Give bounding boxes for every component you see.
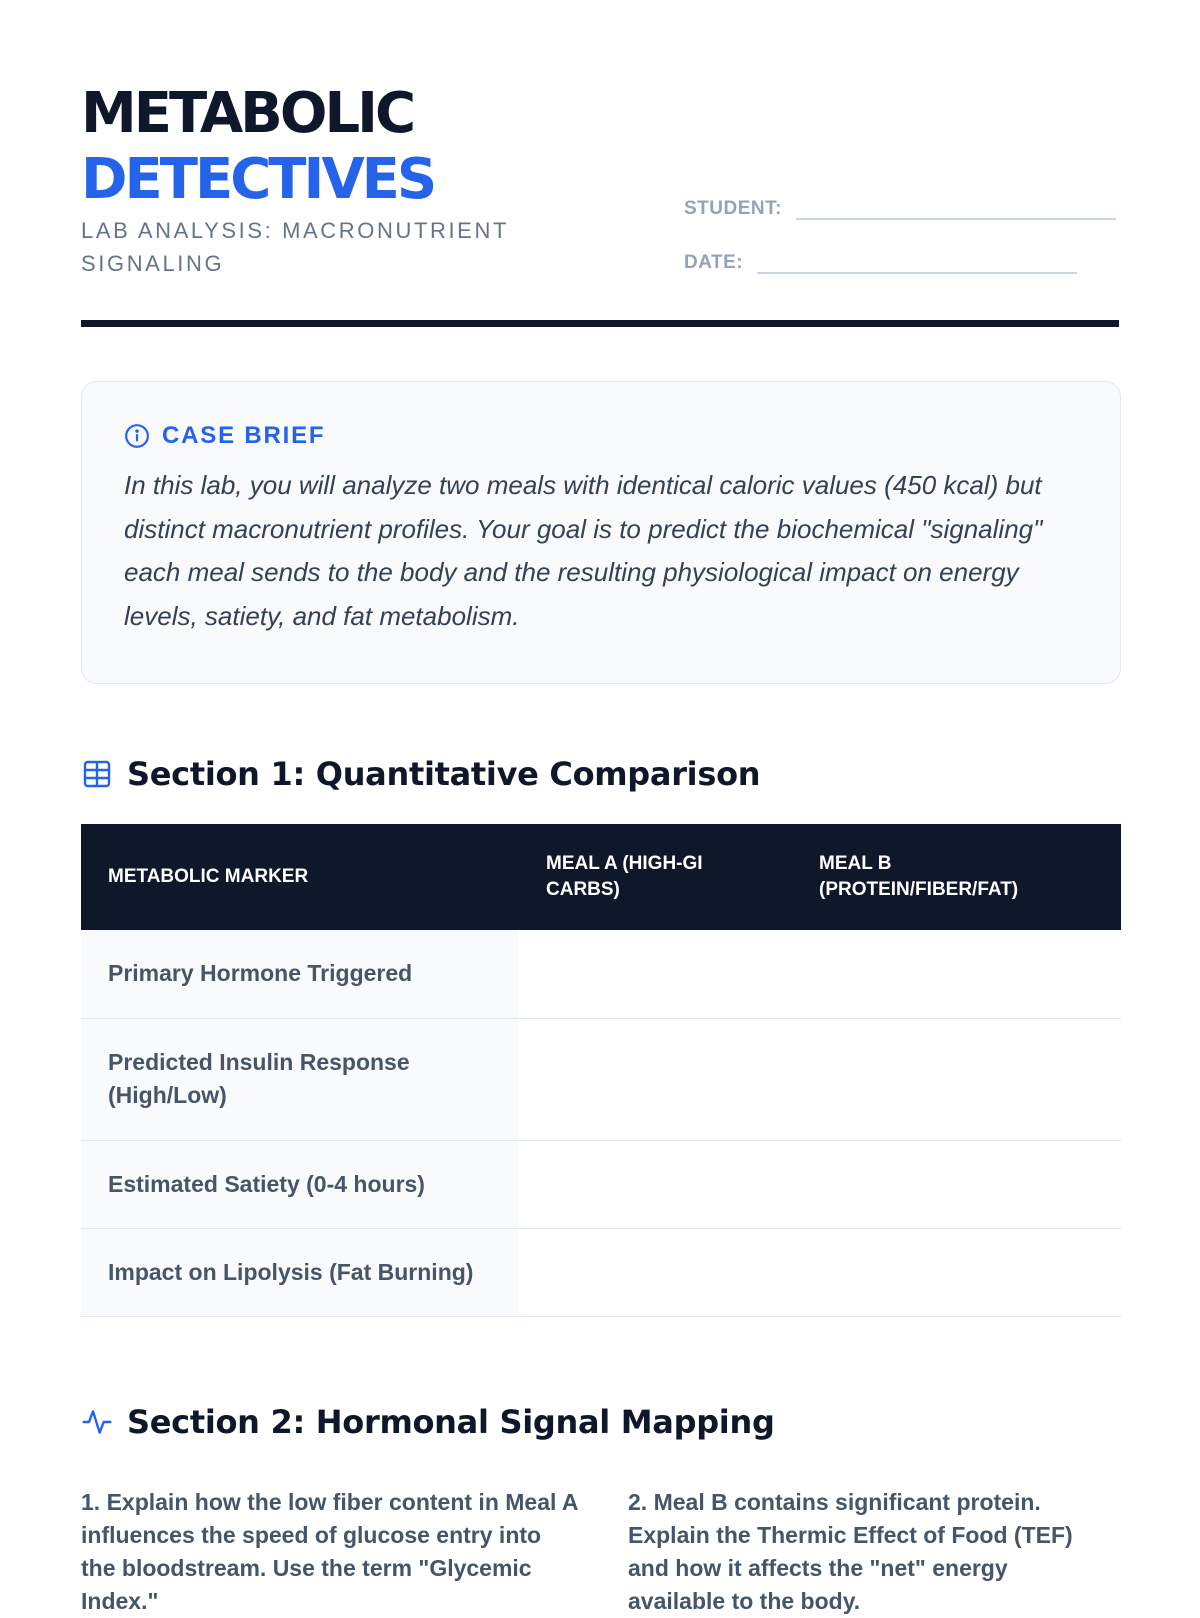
question-1: 1. Explain how the low fiber content in Meal A influences the speed of glucose entry into the bloodstream. Use the term "Glycemic Index.": [81, 1489, 578, 1614]
table-row: [81, 930, 1121, 1018]
marker-cell: Estimated Satiety (0-4 hours): [81, 1140, 519, 1228]
column-header-meal-a: MEAL A (HIGH-GI CARBS): [519, 824, 792, 930]
meal-a-answer-cell[interactable]: [519, 1228, 792, 1316]
worksheet-header: [81, 0, 1119, 328]
header-divider: [81, 320, 1119, 327]
title-line-2: DETECTIVES: [81, 147, 435, 212]
column-header-marker: METABOLIC MARKER: [81, 824, 519, 930]
question-2: 2. Meal B contains significant protein. Explain the Thermic Effect of Food (TEF) and how it affects the "net" energy available to the body.: [628, 1489, 1073, 1614]
meal-a-answer-cell[interactable]: [519, 1018, 792, 1140]
date-field: [684, 248, 1077, 274]
case-brief-title: CASE BRIEF: [162, 422, 326, 449]
title-line-1: METABOLIC: [81, 81, 414, 146]
metabolic-comparison-table: [81, 824, 1121, 1317]
case-brief-header: [124, 422, 1078, 450]
meal-b-answer-cell[interactable]: [792, 1140, 1121, 1228]
student-input-line[interactable]: [796, 194, 1116, 220]
marker-cell: Predicted Insulin Response (High/Low): [81, 1018, 519, 1140]
table-row: [81, 1228, 1121, 1316]
section-1-heading: [81, 755, 760, 793]
table-row: [81, 1140, 1121, 1228]
meal-b-answer-cell[interactable]: [792, 1018, 1121, 1140]
table-grid-icon: [81, 758, 113, 790]
column-header-meal-b: MEAL B (PROTEIN/FIBER/FAT): [792, 824, 1121, 930]
section-2-title: Section 2: Hormonal Signal Mapping: [127, 1403, 775, 1441]
date-input-line[interactable]: [757, 248, 1077, 274]
meal-b-answer-cell[interactable]: [792, 930, 1121, 1018]
info-circle-icon: [124, 423, 150, 449]
date-label: DATE:: [684, 252, 744, 273]
meal-a-answer-cell[interactable]: [519, 1140, 792, 1228]
marker-cell: Impact on Lipolysis (Fat Burning): [81, 1228, 519, 1316]
meal-b-answer-cell[interactable]: [792, 1228, 1121, 1316]
pulse-line-icon: [81, 1406, 113, 1438]
table-header-row: [81, 824, 1121, 930]
case-brief-text: In this lab, you will analyze two meals with identical caloric values (450 kcal) but distinct macronutrient profiles. Your goal is to predict the biochemical "signaling" each meal sends to the body and the resulting physiological impact on energy levels, satiety, and fat metabolism.: [124, 470, 1043, 631]
section-1-title: Section 1: Quantitative Comparison: [127, 755, 761, 793]
table-row: [81, 1018, 1121, 1140]
student-field: [684, 194, 1116, 220]
meal-a-answer-cell[interactable]: [519, 930, 792, 1018]
case-brief-card: [81, 381, 1121, 684]
student-label: STUDENT:: [684, 198, 782, 219]
section-2-heading: [81, 1403, 775, 1441]
subtitle: LAB ANALYSIS: MACRONUTRIENT SIGNALING: [81, 218, 509, 276]
marker-cell: Primary Hormone Triggered: [81, 930, 519, 1018]
